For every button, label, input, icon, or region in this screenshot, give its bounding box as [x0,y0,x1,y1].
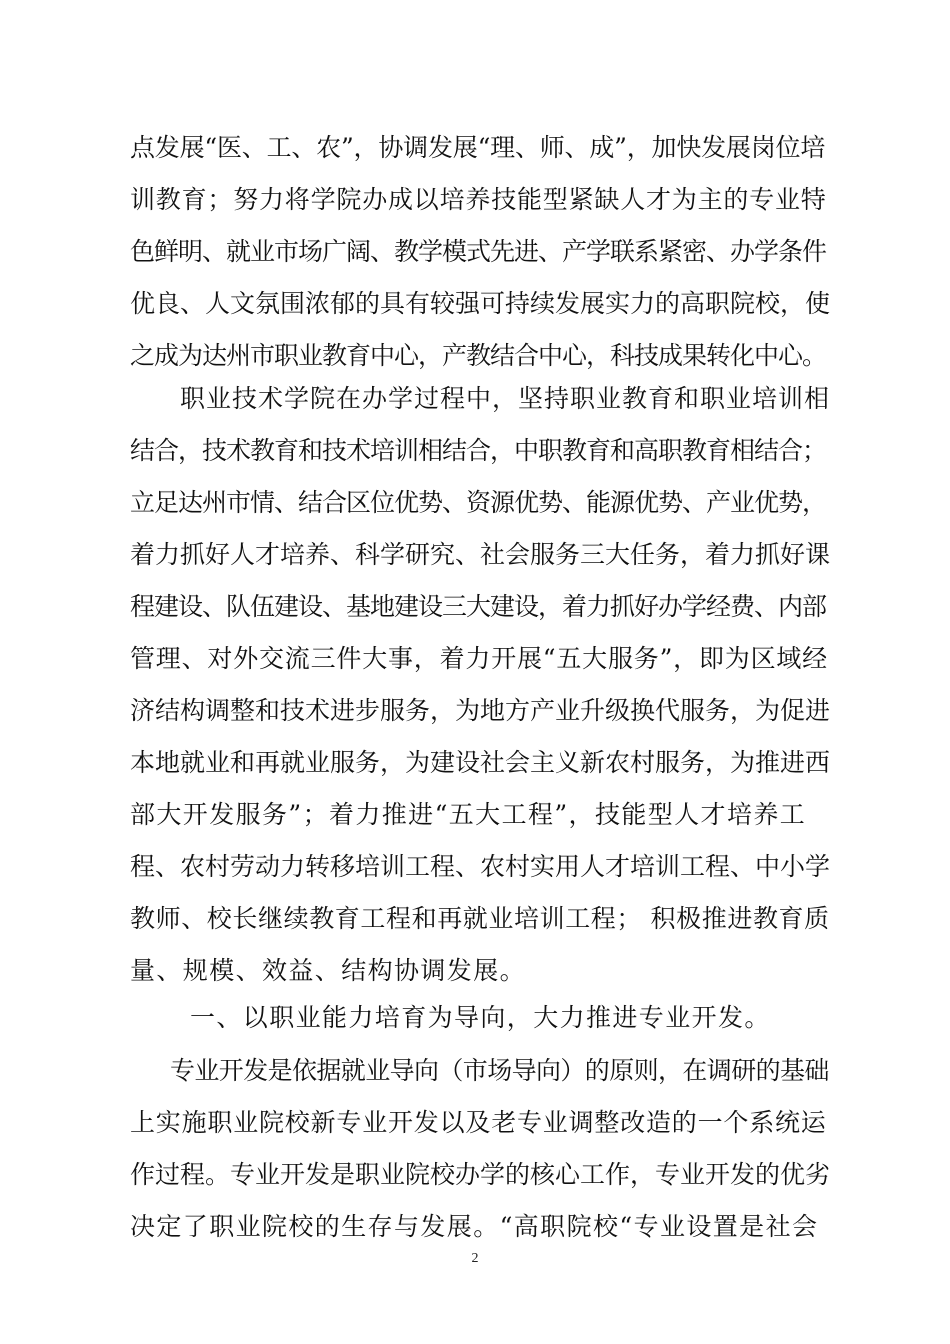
text-line: 作过程。专业开发是职业院校办学的核心工作，专业开发的优劣 [130,1160,831,1189]
text-line: 量、规模、效益、结构协调发展。 [130,956,527,985]
text-line: 立足达州市情、结合区位优势、资源优势、能源优势、产业优势， [130,488,827,517]
section-heading: 一、以职业能力培育为导向，大力推进专业开发。 [190,1003,771,1032]
text-line: 之成为达州市职业教育中心，产教结合中心，科技成果转化中心。 [130,341,827,370]
text-line: 点发展“医、工、农”，协调发展“理、师、成”，加快发展岗位培 [130,133,826,162]
text-line: 上实施职业院校新专业开发以及老专业调整改造的一个系统运 [130,1108,827,1137]
page-number: 2 [471,1251,479,1266]
text-line: 济结构调整和技术进步服务，为地方产业升级换代服务，为促进 [130,696,831,725]
text-line: 决定了职业院校的生存与发展。“高职院校“专业设置是社会 [130,1212,819,1241]
text-line: 程、农村劳动力转移培训工程、农村实用人才培训工程、中小学 [130,852,831,881]
paragraph-first-line: 职业技术学院在办学过程中，坚持职业教育和职业培训相 [180,384,831,413]
text-line: 优良、人文氛围浓郁的具有较强可持续发展实力的高职院校，使 [130,289,831,318]
text-line: 部大开发服务”；着力推进“五大工程”，技能型人才培养工 [130,800,807,829]
text-line: 本地就业和再就业服务，为建设社会主义新农村服务，为推进西 [130,748,831,777]
text-line: 程建设、队伍建设、基地建设三大建设，着力抓好办学经费、内部 [130,592,827,621]
text-line: 教师、校长继续教育工程和再就业培训工程； 积极推进教育质 [130,904,830,933]
text-line: 训教育；努力将学院办成以培养技能型紧缺人才为主的专业特 [130,185,827,214]
text-line: 色鲜明、就业市场广阔、教学模式先进、产学联系紧密、办学条件 [130,237,827,266]
text-line: 着力抓好人才培养、科学研究、社会服务三大任务，着力抓好课 [130,540,831,569]
text-line: 管理、对外交流三件大事，着力开展“五大服务”，即为区域经 [130,644,828,673]
paragraph-first-line: 专业开发是依据就业导向（市场导向）的原则，在调研的基础 [170,1056,829,1085]
text-line: 结合，技术教育和技术培训相结合，中职教育和高职教育相结合； [130,436,827,465]
